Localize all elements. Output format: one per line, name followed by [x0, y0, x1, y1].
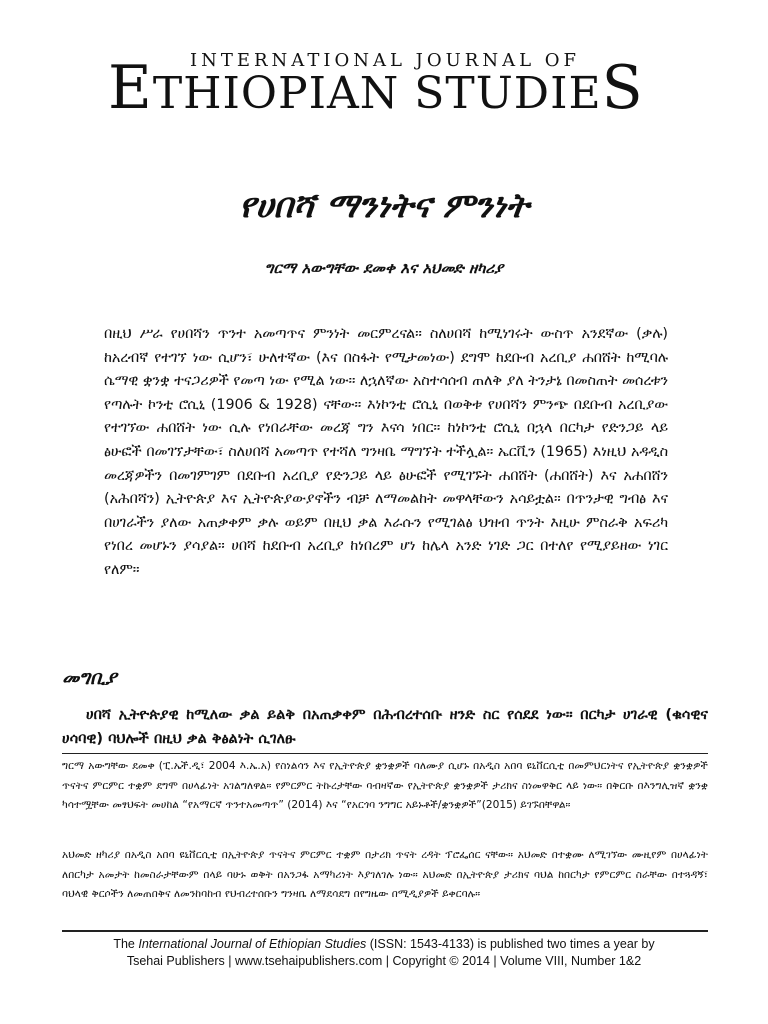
abstract-paragraph: በዚህ ሥራ የሀበሻን ጥንተ አመጣጥና ምንነት መርምረናል። ስለሀበሻ ከሚነገሩት ውስጥ አንደኛው (ቃሉ) ከአረብኛ የተገኘ ነው ሲሆን፣ ሁለተኛው (እና በስፋት የሚታመነው) ደግሞ ከደቡብ አረቢያ ሐበሸት ከሚባሉ ሴማዊ ቋንቋ ተናጋሪዎች የመጣ ነው የሚል ነው። ለኋለኛው አስተሳሰብ ጠለቅ ያለ ትንታኔ በመስጠት መሰረቱን የጣሉት ኮንቲ ሮሲኒ (1906 & 1928) ናቸው። እነኮንቲ ሮሲኒ በወቅቱ የሀበሻን ምንጭ በደቡብ አረቢያው የተገኘው ሐበሸት ነው ሲሉ የነበራቸው መረጃ ግን እናሳ ነበር። ከነኮንቲ ሮሲኒ በኋላ በርካታ የድንጋይ ላይ ፅሁፎች በመገኘታቸው፣ ስለሀበሻ አመጣጥ የተሻለ ግንዛቤ ማግኘት ተችሏል። ኤርቪን (1965) እነዚህ አዳዲስ መረጃዎችን በመገምገም በደቡብ አረቢያ የድንጋይ ላይ ፅሁፎች የሚገኙት ሐበሸት (ሐበሸት) እና አሐበሸን (አሕበሻን) ኢትዮጵያ እና ኢትዮጵያውያኖችን ብቻ ለማመልከት መዋላቸውን አሳይቷል። በጥንታዊ ግብፅ እና በሀገራችን ያለው አጠቃቀም ቃሉ ወይም በዚህ ቃል እራሱን የሚገልፅ ህዝብ ጥንት እዚሁ ምስራቅ አፍሪካ የነበረ መሆኑን ያሳያል። ሀበሻ ከደቡብ አረቢያ ከነበረም ሆነ ከሌላ አንድ ነገድ ጋር በተለየ የሚያይዘው ነገር የለም።	[104, 326, 668, 578]
publisher-line-1-end: (ISSN: 1543-4133) is published two times a year by	[366, 937, 655, 951]
masthead-title	[108, 53, 644, 123]
publisher-line-1-start: The	[113, 937, 139, 951]
masthead-final-cap: S	[601, 53, 644, 123]
article-title: የሀበሻ ማንነትና ምንነት	[239, 186, 529, 226]
publisher-line-2: Tsehai Publishers | www.tsehaipublishers.com | Copyright © 2014 | Volume VIII, Number 1&2	[126, 954, 642, 968]
publisher-line-1	[0, 936, 768, 953]
intro-paragraph: ሀበሻ ኢትዮጵያዊ ከሚለው ቃል ይልቅ በአጠቃቀም በሕብረተሰቡ ዘንድ ስር የሰደደ ነው። በርካታ ሀገራዊ (ቁሳዊና ሀሳባዊ) ባህሎች በዚህ ቃል ቅፅልነት ሲገለፁ	[62, 707, 708, 747]
masthead-title-body: THIOPIAN STUDIE	[152, 68, 602, 119]
publisher-divider	[62, 930, 708, 932]
journal-name: International Journal of Ethiopian Studies	[138, 937, 367, 951]
masthead-subtitle: INTERNATIONAL JOURNAL OF	[190, 50, 580, 71]
masthead-initial-cap: E	[108, 53, 153, 123]
footnote-divider	[62, 753, 708, 754]
footnote-author-2: አህመድ ዘካሪያ በአዲስ አበባ ዩኒቨርሲቲ በኢትዮጵያ ጥናትና ምርምር ተቋም በታሪክ ጥናት ረዳት ፕሮፌሰር ናቸው። አህመድ በተቋሙ ለሚገኘው ሙዚየም በሀላፊነት ለበርካታ አመታት ከመስራታቸውም በላይ ባሁኑ ወቅት በአንጋፋ አማካሪነት እያገለገሉ ነው። አህመድ በኢትዮጵያ ታሪክና ባህል ከበርካታ የምርምር ስራቸው በተጓዳኝ፣ ባህላዊ ቅርሶችን ለመጠበቅና ለመንከባከብ የህብረተሰቡን ግንዛቤ ለማደሳደግ በየግዜው በሚዲያዎች ይቀርባሉ።	[62, 849, 708, 900]
footnote-author-1: ግርማ አውግቸው ደመቀ (ፒ.ኤች.ዲ፣ 2004 እ.ኤ.አ) የስነልሳን እና የኢትዮጵያ ቋንቋዎች ባለሙያ ሲሆኑ በአዲስ አበባ ዩኒቨርሲቲ በመምህርነትና የኢትዮጵያ ቋንቋዎች ጥናትና ምርምር ተቋም ደግሞ በሀላፊነት አገልግለዋል። የምርምር ትኩረታቸው ባብዛኛው የኢትዮጵያ ቋንቋዎች ታሪክና ስነመዋቅር ላይ ነው። በቅርቡ በእንግሊዝኛ ቋንቋ ካሳተሟቸው መፃህፍት መሀከል “የአማርኛ ጥንተአመጣጥ” (2014) እና “የአርጎባ ንግግር አይኑቶች/ቋንቋዎች”(2015) ይገኙበቸዋል።	[62, 760, 708, 811]
section-heading: መግቢያ	[62, 667, 117, 689]
article-authors: ግርማ አውግቸው ደመቀ እና አህመድ ዘካሪያ	[264, 259, 504, 277]
publisher-notice	[0, 936, 768, 970]
